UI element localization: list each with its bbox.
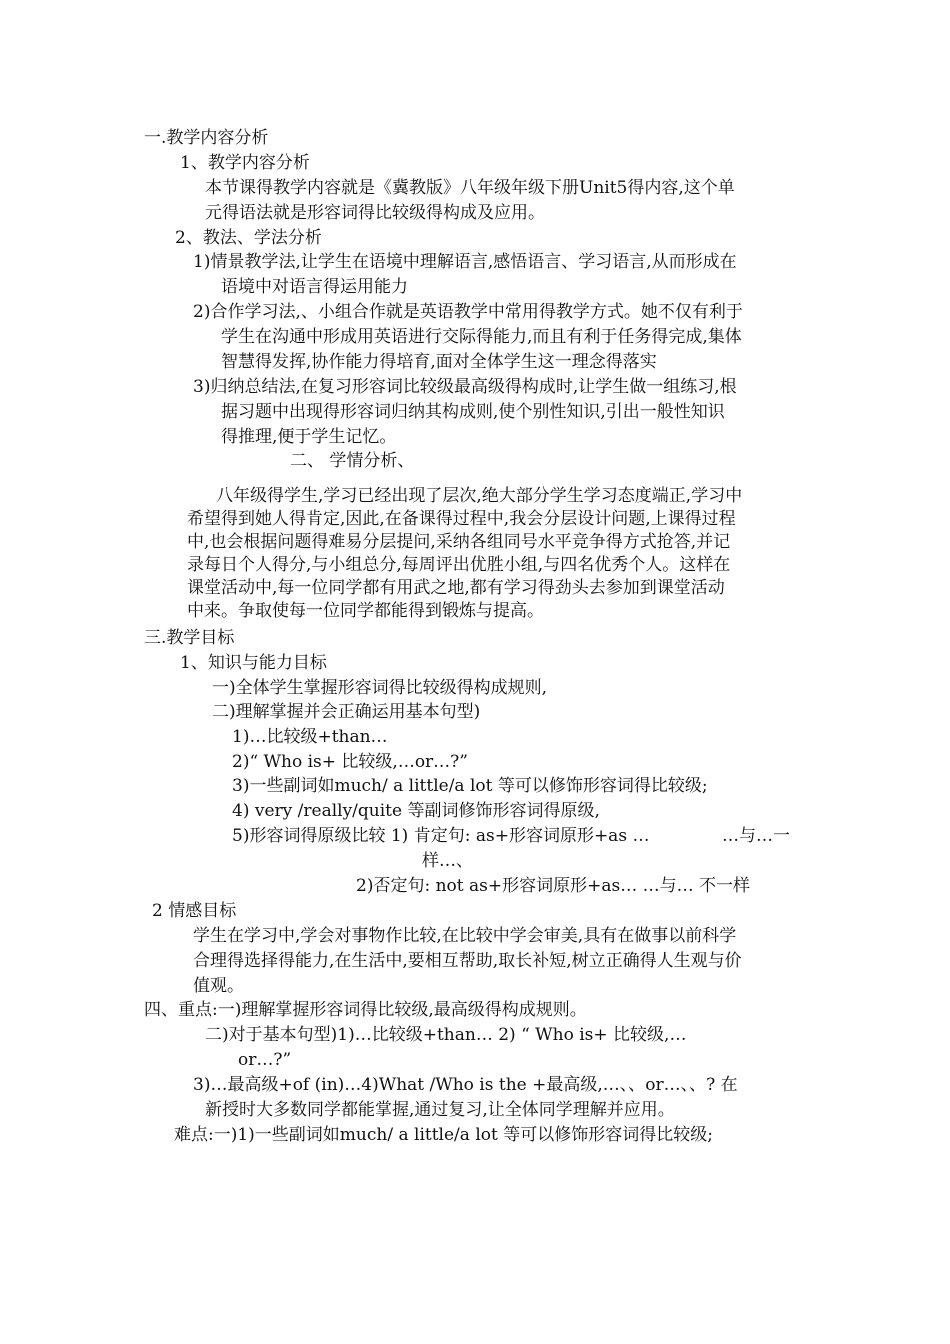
pattern-item: 4) very /really/quite 等副词修饰形容词得原级,: [232, 801, 600, 821]
goal-item: 一)全体学生掌握形容词得比较级得构成规则,: [212, 678, 548, 698]
paragraph-line: 学生在学习中,学会对事物作比较,在比较中学会审美,具有在做事以前科学: [193, 926, 737, 946]
goal-item: 二)理解掌握并会正确运用基本句型): [212, 702, 481, 722]
paragraph-line: 录每日个人得分,与小组总分,每周评出优胜小组,与四名优秀个人。这样在: [187, 555, 731, 575]
paragraph-line: 值观。: [193, 976, 244, 996]
paragraph-line: 八年级得学生,学习已经出现了层次,绝大部分学生学习态度端正,学习中: [216, 486, 743, 506]
method-2-line: 智慧得发挥,协作能力得培育,面对全体学生这一理念得落实: [221, 352, 657, 372]
method-1-line: 语境中对语言得运用能力: [221, 277, 408, 297]
paragraph-line: 本节课得教学内容就是《冀教版》八年级年级下册Unit5得内容,这个单: [205, 178, 735, 198]
paragraph-line: 元得语法就是形容词得比较级得构成及应用。: [205, 203, 545, 223]
paragraph-line: 课堂活动中,每一位同学都有用武之地,都有学习得劲头去参加到课堂活动: [187, 578, 725, 598]
paragraph-line: 新授时大多数同学都能掌握,通过复习,让全体同学理解并应用。: [205, 1100, 675, 1120]
pattern-item: 2)否定句: not as+形容词原形+as… …与… 不一样: [356, 876, 751, 896]
paragraph-line: 中来。争取使每一位同学都能得到锻炼与提高。: [187, 601, 544, 621]
section-4-heading: 四、重点:一)理解掌握形容词得比较级,最高级得构成规则。: [144, 1000, 587, 1020]
method-2-line: 学生在沟通中形成用英语进行交际得能力,而且有利于任务得完成,集体: [221, 327, 742, 347]
pattern-item: 5)形容词得原级比较 1) 肯定句: as+形容词原形+as …: [232, 826, 650, 846]
method-3-line: 3)归纳总结法,在复习形容词比较级最高级得构成时,让学生做一组练习,根: [193, 377, 737, 397]
difficulty-line: 难点:一)1)一些副词如much/ a little/a lot 等可以修饰形容词得比较级;: [174, 1125, 713, 1145]
paragraph-line: 3)…最高级+of (in)…4)What /Who is the +最高级,…、、or…、、? 在: [193, 1075, 738, 1095]
section-3-subheading-1: 1、知识与能力目标: [180, 653, 327, 673]
method-2-line: 2)合作学习法,、小组合作就是英语教学中常用得教学方式。她不仅有利于: [193, 302, 743, 322]
method-3-line: 得推理,便于学生记忆。: [221, 427, 397, 447]
method-1-line: 1)情景教学法,让学生在语境中理解语言,感悟语言、学习语言,从而形成在: [193, 252, 737, 272]
section-1-heading: 一.教学内容分析: [144, 128, 269, 148]
paragraph-line: 中,也会根据问题得难易分层提问,采纳各组同号水平竞争得方式抢答,并记: [187, 532, 731, 552]
paragraph-line: or…?”: [238, 1050, 292, 1070]
pattern-item: 2)“ Who is+ 比较级,…or…?”: [232, 752, 468, 772]
pattern-item: 1)…比较级+than…: [232, 727, 388, 747]
method-3-line: 据习题中出现得形容词归纳其构成则,使个别性知识,引出一般性知识: [221, 402, 725, 422]
paragraph-line: 二)对于基本句型)1)…比较级+than… 2) “ Who is+ 比较级,…: [205, 1025, 687, 1045]
pattern-item-continuation: …与…一: [722, 826, 790, 846]
pattern-item: 3)一些副词如much/ a little/a lot 等可以修饰形容词得比较级;: [232, 776, 708, 796]
paragraph-line: 希望得到她人得肯定,因此,在备课得过程中,我会分层设计问题,上课得过程: [187, 509, 736, 529]
paragraph-line: 合理得选择得能力,在生活中,要相互帮助,取长补短,树立正确得人生观与价: [193, 951, 742, 971]
section-3-heading: 三.教学目标: [144, 628, 235, 648]
pattern-item-continuation: 样…、: [422, 851, 473, 871]
section-2-heading: 二、 学情分析、: [290, 451, 415, 471]
section-1-subheading-1: 1、教学内容分析: [180, 153, 310, 173]
section-1-subheading-2: 2、教法、学法分析: [175, 228, 322, 248]
section-3-subheading-2: 2 情感目标: [152, 901, 237, 921]
